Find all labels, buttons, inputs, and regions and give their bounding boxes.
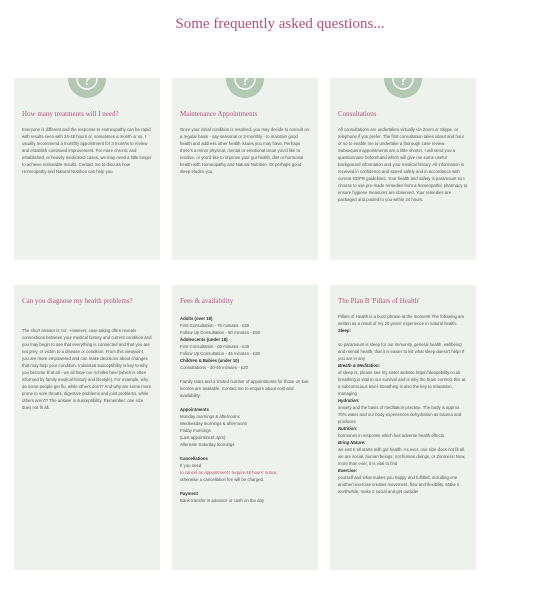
card-title: Can you diagnose my health problems? <box>22 297 133 305</box>
question-circle-icon <box>226 78 264 98</box>
fee-line: Follow Up Consultation - 45 minutes - £30 <box>180 351 261 356</box>
pillar-heading-sleep: Sleep: <box>338 328 351 333</box>
appointment-line: (Last appointment 4pm) <box>180 435 226 440</box>
pillar-text: anxiety and the basis of meditation practise. The body is approx. 70% water and our body experiences dehydration as trauma and produces <box>338 405 462 424</box>
faq-card-diagnose <box>14 285 160 570</box>
question-circle-icon <box>68 78 106 98</box>
fee-group-heading: Adults (over 18) <box>180 316 213 321</box>
page-title: Some frequently asked questions... <box>175 16 385 32</box>
pillar-heading-hydration: Hydration: <box>338 398 360 403</box>
card-title: Maintenance Appointments <box>180 110 258 118</box>
card-text: Once your initial condition is resolved, you may decide to consult on a regular basis - say seasonal or 3-monthly - to maintain good health and address other health issues you may have. Perhaps there's a minor physical, mental or emotional issue you'd like to resolve, or you'd like to improve your gut health, diet or hormonal health with Homeopathy and Natural Nutrition. Or perhaps good sleep eludes you. <box>180 127 309 174</box>
fee-line: Consultations - 30-45 minutes - £20 <box>180 365 249 370</box>
fee-group-heading: Children & Babies (under 10) <box>180 358 239 363</box>
faq-card-pillars <box>330 285 476 570</box>
pillar-text: of sleep is, please see my sister website https://deepability.co.uk breathing is vital to our survival and is why the brain controls this at a subconscious level. Breathing is also the key to relaxation, managing <box>338 370 466 396</box>
cancellation-link[interactable]: to cancel an appointment I require 48 hours' notice, <box>180 470 278 475</box>
fee-group-heading: Adolescents (under 18) <box>180 337 228 342</box>
appointment-line: Monday mornings & afternoons <box>180 414 240 419</box>
pillar-text: so paramount is sleep for our immunity, general health, wellbeing and mental health, that it is easier to list what sleep doesn't help! If you are in any <box>338 342 465 361</box>
cancellations-heading: Cancellations <box>180 456 208 461</box>
question-circle-icon <box>384 78 422 98</box>
payment-heading: Payment <box>180 491 198 496</box>
card-title: The Plan B 'Pillars of Health' <box>338 297 420 305</box>
fee-line: Follow Up Consultation - 60 minutes - £50 <box>180 330 261 335</box>
fee-line: First Consultation - 60 minutes - £40 <box>180 344 250 349</box>
faq-card-fees <box>172 285 318 570</box>
payment-text: Bank transfer in advance or cash on the day <box>180 498 265 503</box>
faq-card-treatments <box>14 78 160 260</box>
card-title: Fees & availability <box>180 297 234 305</box>
appointment-line: Wednesday mornings & afternoons <box>180 421 248 426</box>
pillar-text: we eat! It all starts with gut health. As ever, one size does not fit all. we are social, human beings; not human doings, or Zoomers! Now, more than ever, it is vital to find <box>338 447 466 466</box>
pillar-heading-nature: Bring Nature: <box>338 440 366 445</box>
fee-line: First Consultation - 75 minutes - £60 <box>180 323 250 328</box>
card-title: How many treatments will I need? <box>22 110 119 118</box>
cancellation-text: If you need <box>180 463 202 468</box>
card-text: The short answer is 'no'. However, case taking often reveals connections between your medical history and current condition and you may begin to see that everything is connected and that you are not prey, or victim to a disease or condition. From this viewpoint, you are more empowered and can make decisions about changes that may help your condition. Individual susceptibility is key to why you become ill at all - we all have our Achilles heel (which is often informed by family medical history and lifestyle). For example, why do some people get flu, while others don't? And why are some more prone to sore throats, digestive problems and joint problems, while others aren't? The answer is susceptibility. Remember: one size does not fit all. <box>22 328 152 410</box>
pillar-heading-nutrition: Nutrition: <box>338 426 358 431</box>
pillar-text: hormones in response which has adverse health effects. <box>338 433 446 438</box>
pillar-heading-exercise: Exercise: <box>338 468 358 473</box>
appointments-heading: Appointments <box>180 407 209 412</box>
card-title: Consultations <box>338 110 377 118</box>
pillars-intro: Pillars of Health is a buzz phrase at the moment! The following are written as a result of my 20 years' experience in natural health. <box>338 314 465 326</box>
appointment-line: Alternate Saturday mornings <box>180 442 235 447</box>
pillar-heading-breath: Breath & Meditation: <box>338 363 381 368</box>
card-text: All consultations are undertaken virtually via Zoom or Skype, or telephone if you prefer. The first consultation takes about and hour or so to enable me to undertake a thorough case review. Subsequent appointments are a little shorter. I will send you a questionnaire beforehand which will give me some useful background information and your medical history. All information is received in confidence and stored safely and in accordance with current GDPR guidelines. Your health and safety is paramount so I choose to use pre-made remedies from a homeopathic pharmacy to ensure hygiene measures are observed. Your remedies are packaged and posted to you within 24 hours. <box>338 127 468 202</box>
family-rates-note: Family rates and a limited number of appointments for those on low-income are available. Contact me to enquire about cost and availability. <box>180 379 310 398</box>
appointment-line: Friday mornings <box>180 428 211 433</box>
card-text: Everyone is different and the response to Homeopathy can be rapid with results seen with 24-48 hours or, sometimes a month or so. I usually recommend a monthly appointment for 3 months to review and establish continued improvement. For more chronic and established, or heavily medicated cases, we may need a little longer to achieve noticeable results. Contact me to discuss how Homeopathy and Natural Nutrition can help you. <box>22 127 152 174</box>
pillar-text: yourself and what makes you happy and fulfilled, including one another! exercise creates movement, flow and flexibility. Make it worthwhile, make it social and get outside! <box>338 475 460 494</box>
cancellation-text: otherwise a cancellation fee will be charged. <box>180 477 265 482</box>
faq-card-consultations <box>330 78 476 260</box>
faq-card-maintenance <box>172 78 318 260</box>
